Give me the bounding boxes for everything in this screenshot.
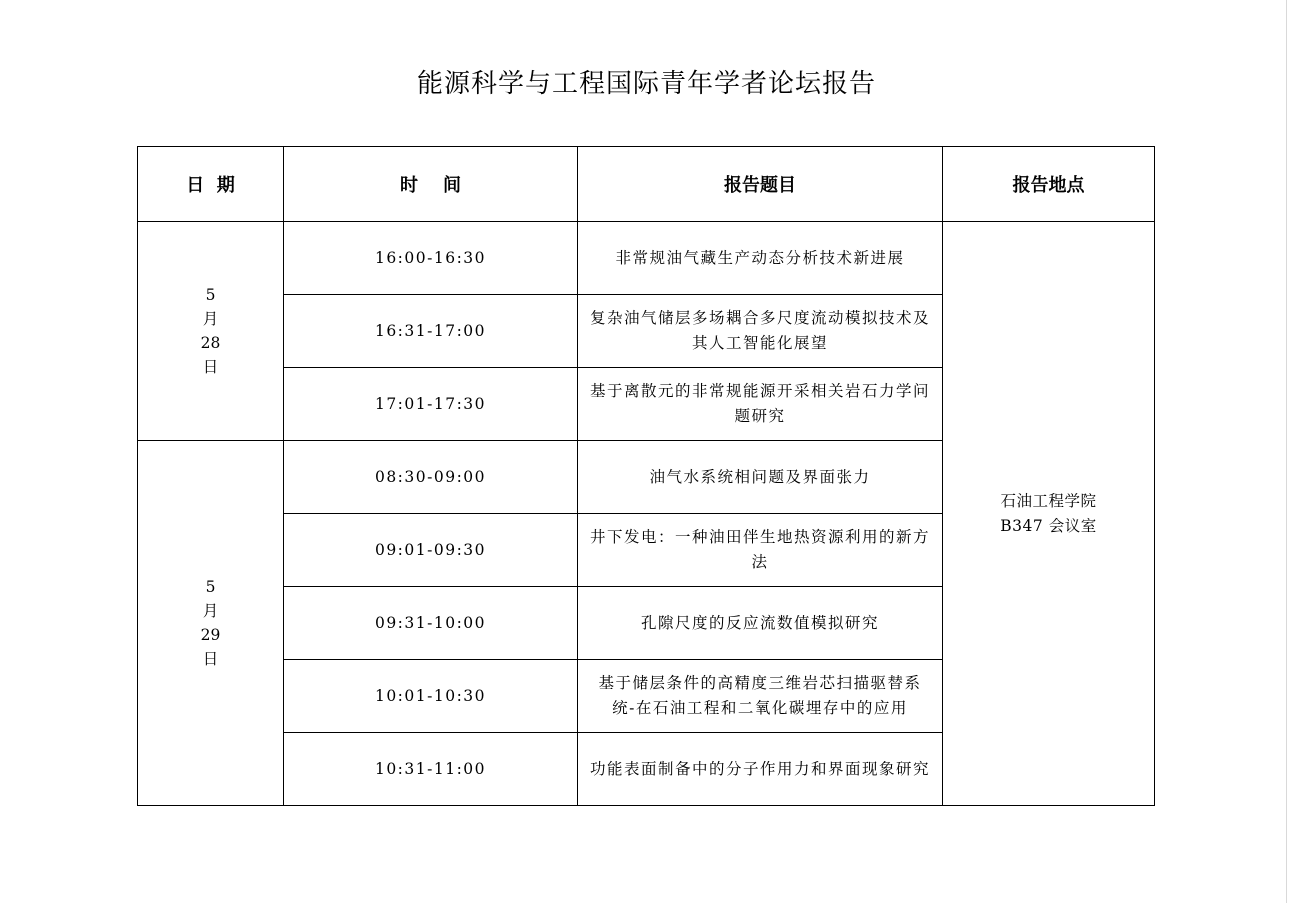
time-cell: 10:31-11:00 <box>284 733 578 806</box>
topic-cell: 基于储层条件的高精度三维岩芯扫描驱替系统-在石油工程和二氧化碳埋存中的应用 <box>578 660 943 733</box>
date-cell <box>138 441 284 806</box>
time-cell: 08:30-09:00 <box>284 441 578 514</box>
location-label: 石油工程学院 B347 会议室 <box>1000 491 1097 535</box>
time-cell: 09:01-09:30 <box>284 514 578 587</box>
header-topic: 报告题目 <box>578 147 943 222</box>
time-cell: 10:01-10:30 <box>284 660 578 733</box>
date-label: 5 月 28 日 <box>200 286 221 376</box>
topic-cell: 非常规油气藏生产动态分析技术新进展 <box>578 222 943 295</box>
page-edge-line <box>1286 0 1287 903</box>
schedule-table <box>137 146 1155 806</box>
header-location: 报告地点 <box>943 147 1155 222</box>
topic-cell: 复杂油气储层多场耦合多尺度流动模拟技术及其人工智能化展望 <box>578 295 943 368</box>
location-cell <box>943 222 1155 806</box>
topic-cell: 功能表面制备中的分子作用力和界面现象研究 <box>578 733 943 806</box>
topic-cell: 基于离散元的非常规能源开采相关岩石力学问题研究 <box>578 368 943 441</box>
time-cell: 09:31-10:00 <box>284 587 578 660</box>
header-time: 时 间 <box>284 147 578 222</box>
time-cell: 16:31-17:00 <box>284 295 578 368</box>
topic-cell: 井下发电：一种油田伴生地热资源利用的新方法 <box>578 514 943 587</box>
table-row <box>138 222 1155 295</box>
date-cell <box>138 222 284 441</box>
header-row <box>138 147 1155 222</box>
date-label: 5 月 29 日 <box>200 578 221 668</box>
header-date: 日 期 <box>138 147 284 222</box>
time-cell: 17:01-17:30 <box>284 368 578 441</box>
document-title: 能源科学与工程国际青年学者论坛报告 <box>416 69 876 99</box>
time-cell: 16:00-16:30 <box>284 222 578 295</box>
topic-cell: 孔隙尺度的反应流数值模拟研究 <box>578 587 943 660</box>
topic-cell: 油气水系统相问题及界面张力 <box>578 441 943 514</box>
